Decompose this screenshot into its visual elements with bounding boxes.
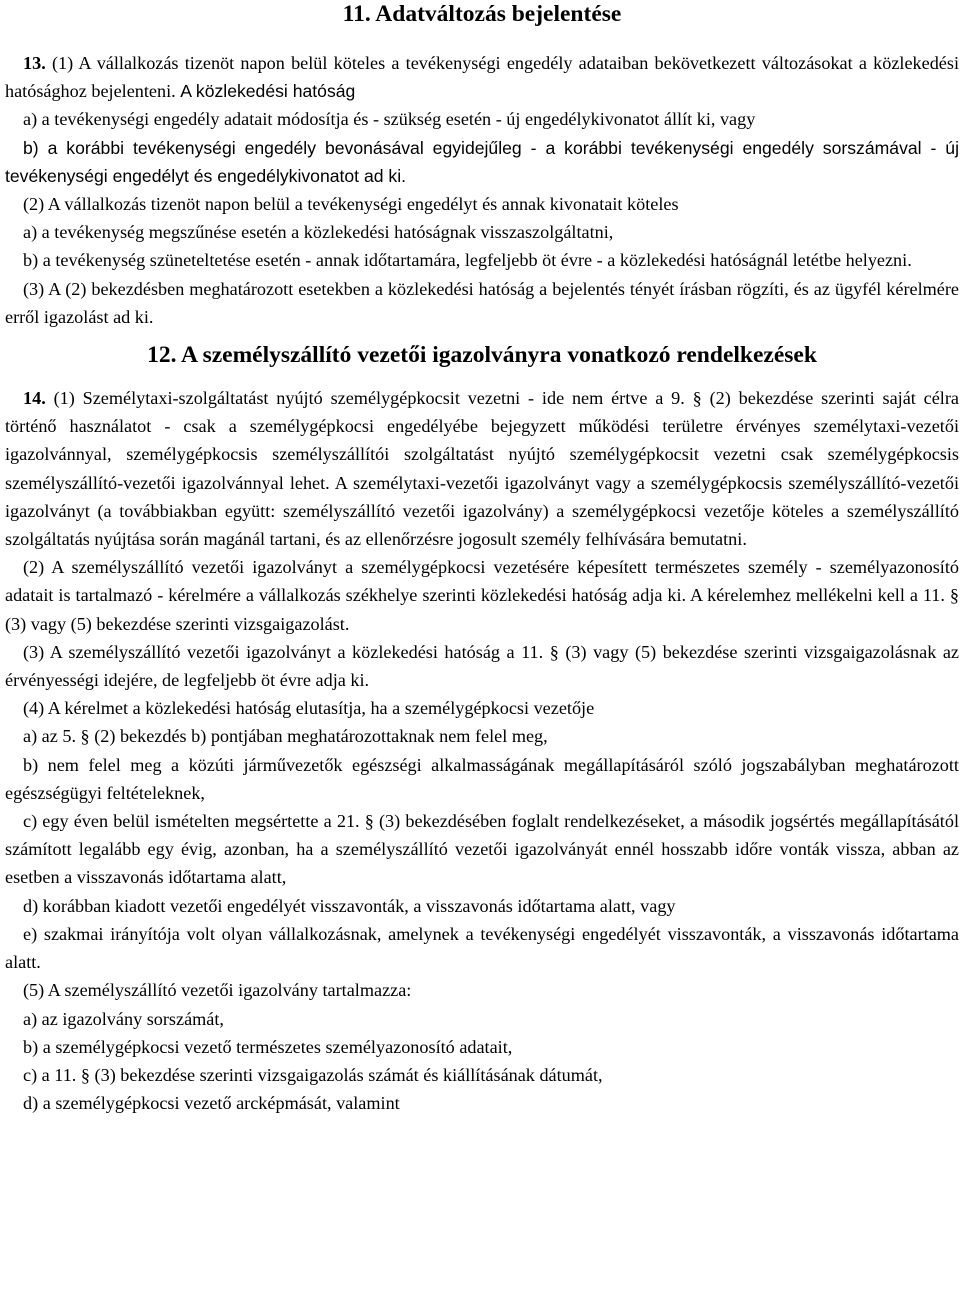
article-14-number: 14. (23, 388, 46, 409)
article-13-p1-sans-text: A közlekedési hatóság (180, 81, 356, 102)
article-13-p2-a (5, 218, 959, 246)
article-14-p4-e-text: e) szakmai irányítója volt olyan vállalkozásnak, amelynek a tevékenységi engedélyét visszavonták, a visszavonás időtartama alatt. (5, 923, 959, 973)
article-14-paragraph-2 (5, 553, 959, 638)
article-14-p1-text: (1) Személytaxi-szolgáltatást nyújtó személygépkocsit vezetni - ide nem értve a 9. § (2) bekezdése szerinti saját célra történő használatot - csak a személygépkocsi engedélyébe bejegyzett működési területre érvényes személytaxi-vezetői igazolvánnyal, személygépkocsis személyszállítói szolgáltatást nyújtó személygépkocsit vezetni csak személygépkocsis személyszállító-vezetői igazolvánnyal lehet. A személytaxi-vezetői igazolványt vagy a személygépkocsis személyszállító-vezetői igazolványt (a továbbiakban együtt: személyszállító vezetői igazolvány) a személygépkocsi vezetője köteles a személyszállító szolgáltatás nyújtása során magánál tartani, és az ellenőrzésre jogosult személy felhívására bemutatni. (5, 388, 959, 550)
article-13-paragraph-2 (5, 190, 959, 218)
article-14-paragraph-1 (5, 384, 959, 553)
article-14-p3-text: (3) A személyszállító vezetői igazolványt a közlekedési hatóság a 11. § (3) vagy (5) bekezdése szerinti vizsgaigazolásnak az érvényességi idejére, de legfeljebb öt évre adja ki. (5, 641, 959, 691)
article-13-paragraph-1 (5, 49, 959, 105)
article-14-p4-d (5, 892, 959, 920)
article-14-paragraph-3 (5, 638, 959, 694)
article-13-p2-b-text: b) a tevékenység szüneteltetése esetén - annak időtartamára, legfeljebb öt évre - a közlekedési hatóságnál letétbe helyezni. (23, 250, 912, 271)
article-13-p1-text: (1) A vállalkozás tizenöt napon belül köteles a tevékenységi engedély adataiban bekövetkezett változásokat a közlekedési hatósághoz bejelenteni. (5, 53, 959, 102)
article-14-p4-c-text: c) egy éven belül ismételten megsértette a 21. § (3) bekezdésében foglalt rendelkezéseket, a második jogsértés megállapításától számított legalább egy évig, azonban, ha a személyszállító vezetői igazolványát ennél hosszabb időre vonták vissza, abban az esetben a visszavonás időtartama alatt, (5, 811, 959, 888)
article-14-p4-b-text: b) nem felel meg a közúti járművezetők egészségi alkalmasságának megállapításáról szóló jogszabályban meghatározott egészségügyi feltételeknek, (5, 754, 959, 803)
article-14-p4-c (5, 807, 959, 892)
article-14-p4-a (5, 722, 959, 750)
article-14-p4-b (5, 751, 959, 807)
article-14-p5-c-text: c) a 11. § (3) bekezdése szerinti vizsgaigazolás számát és kiállításának dátumát, (23, 1064, 603, 1085)
section-12-title: 12. A személyszállító vezetői igazolványra vonatkozó rendelkezések (147, 342, 817, 369)
article-13-paragraph-3 (5, 275, 959, 331)
article-14-p5-a-text: a) az igazolvány sorszámát, (23, 1008, 224, 1029)
article-13-p1-b (5, 134, 959, 190)
article-13-p2-a-text: a) a tevékenység megszűnése esetén a közlekedési hatóságnak visszaszolgáltatni, (23, 222, 614, 243)
article-14-p4-e (5, 920, 959, 976)
article-14-p2-text: (2) A személyszállító vezetői igazolványt a személygépkocsi vezetésére képesített természetes személy - személyazonosító adatait is tartalmazó - kérelmére a vállalkozás székhelye szerinti közlekedési hatóság adja ki. A kérelemhez mellékelni kell a 11. § (3) vagy (5) bekezdése szerinti vizsgaigazolást. (5, 557, 959, 634)
article-13-p2-text: (2) A vállalkozás tizenöt napon belül a tevékenységi engedélyt és annak kivonatait köteles (23, 194, 679, 215)
article-14-p5-b (5, 1033, 959, 1061)
document-page (5, 0, 959, 1117)
article-13-p1-a (5, 105, 959, 133)
article-14-p5-text: (5) A személyszállító vezetői igazolvány tartalmazza: (23, 980, 412, 1001)
article-14-p5-a (5, 1005, 959, 1033)
article-14-p4-a-text: a) az 5. § (2) bekezdés b) pontjában meghatározottaknak nem felel meg, (23, 726, 548, 747)
article-14-p5-b-text: b) a személygépkocsi vezető természetes személyazonosító adatait, (23, 1036, 513, 1057)
section-11-title: 11. Adatváltozás bejelentése (342, 1, 622, 27)
article-13-number: 13. (23, 53, 46, 73)
article-14-p5-d-text: d) a személygépkocsi vezető arcképmását, valamint (23, 1093, 400, 1114)
article-13-p3-text: (3) A (2) bekezdésben meghatározott esetekben a közlekedési hatóság a bejelentés tényét írásban rögzíti, és az ügyfél kérelmére erről igazolást ad ki. (5, 278, 959, 327)
article-14-paragraph-4 (5, 694, 959, 722)
article-14-paragraph-5 (5, 976, 959, 1004)
article-13-p1-b-text: b) a korábbi tevékenységi engedély bevonásával egyidejűleg - a korábbi tevékenységi engedély sorszámával - új tevékenységi engedélyt és engedélykivonatot ad ki. (5, 137, 959, 186)
article-13-p1-a-text: a) a tevékenységi engedély adatait módosítja és - szükség esetén - új engedélykivonatot állít ki, vagy (23, 109, 756, 130)
article-14-p4-d-text: d) korábban kiadott vezetői engedélyét visszavonták, a visszavonás időtartama alatt, vagy (23, 895, 676, 916)
article-13-p2-b (5, 246, 959, 274)
article-14-p4-text: (4) A kérelmet a közlekedési hatóság elutasítja, ha a személygépkocsi vezetője (23, 698, 595, 719)
article-14-p5-c (5, 1061, 959, 1089)
article-14-p5-d (5, 1089, 959, 1117)
